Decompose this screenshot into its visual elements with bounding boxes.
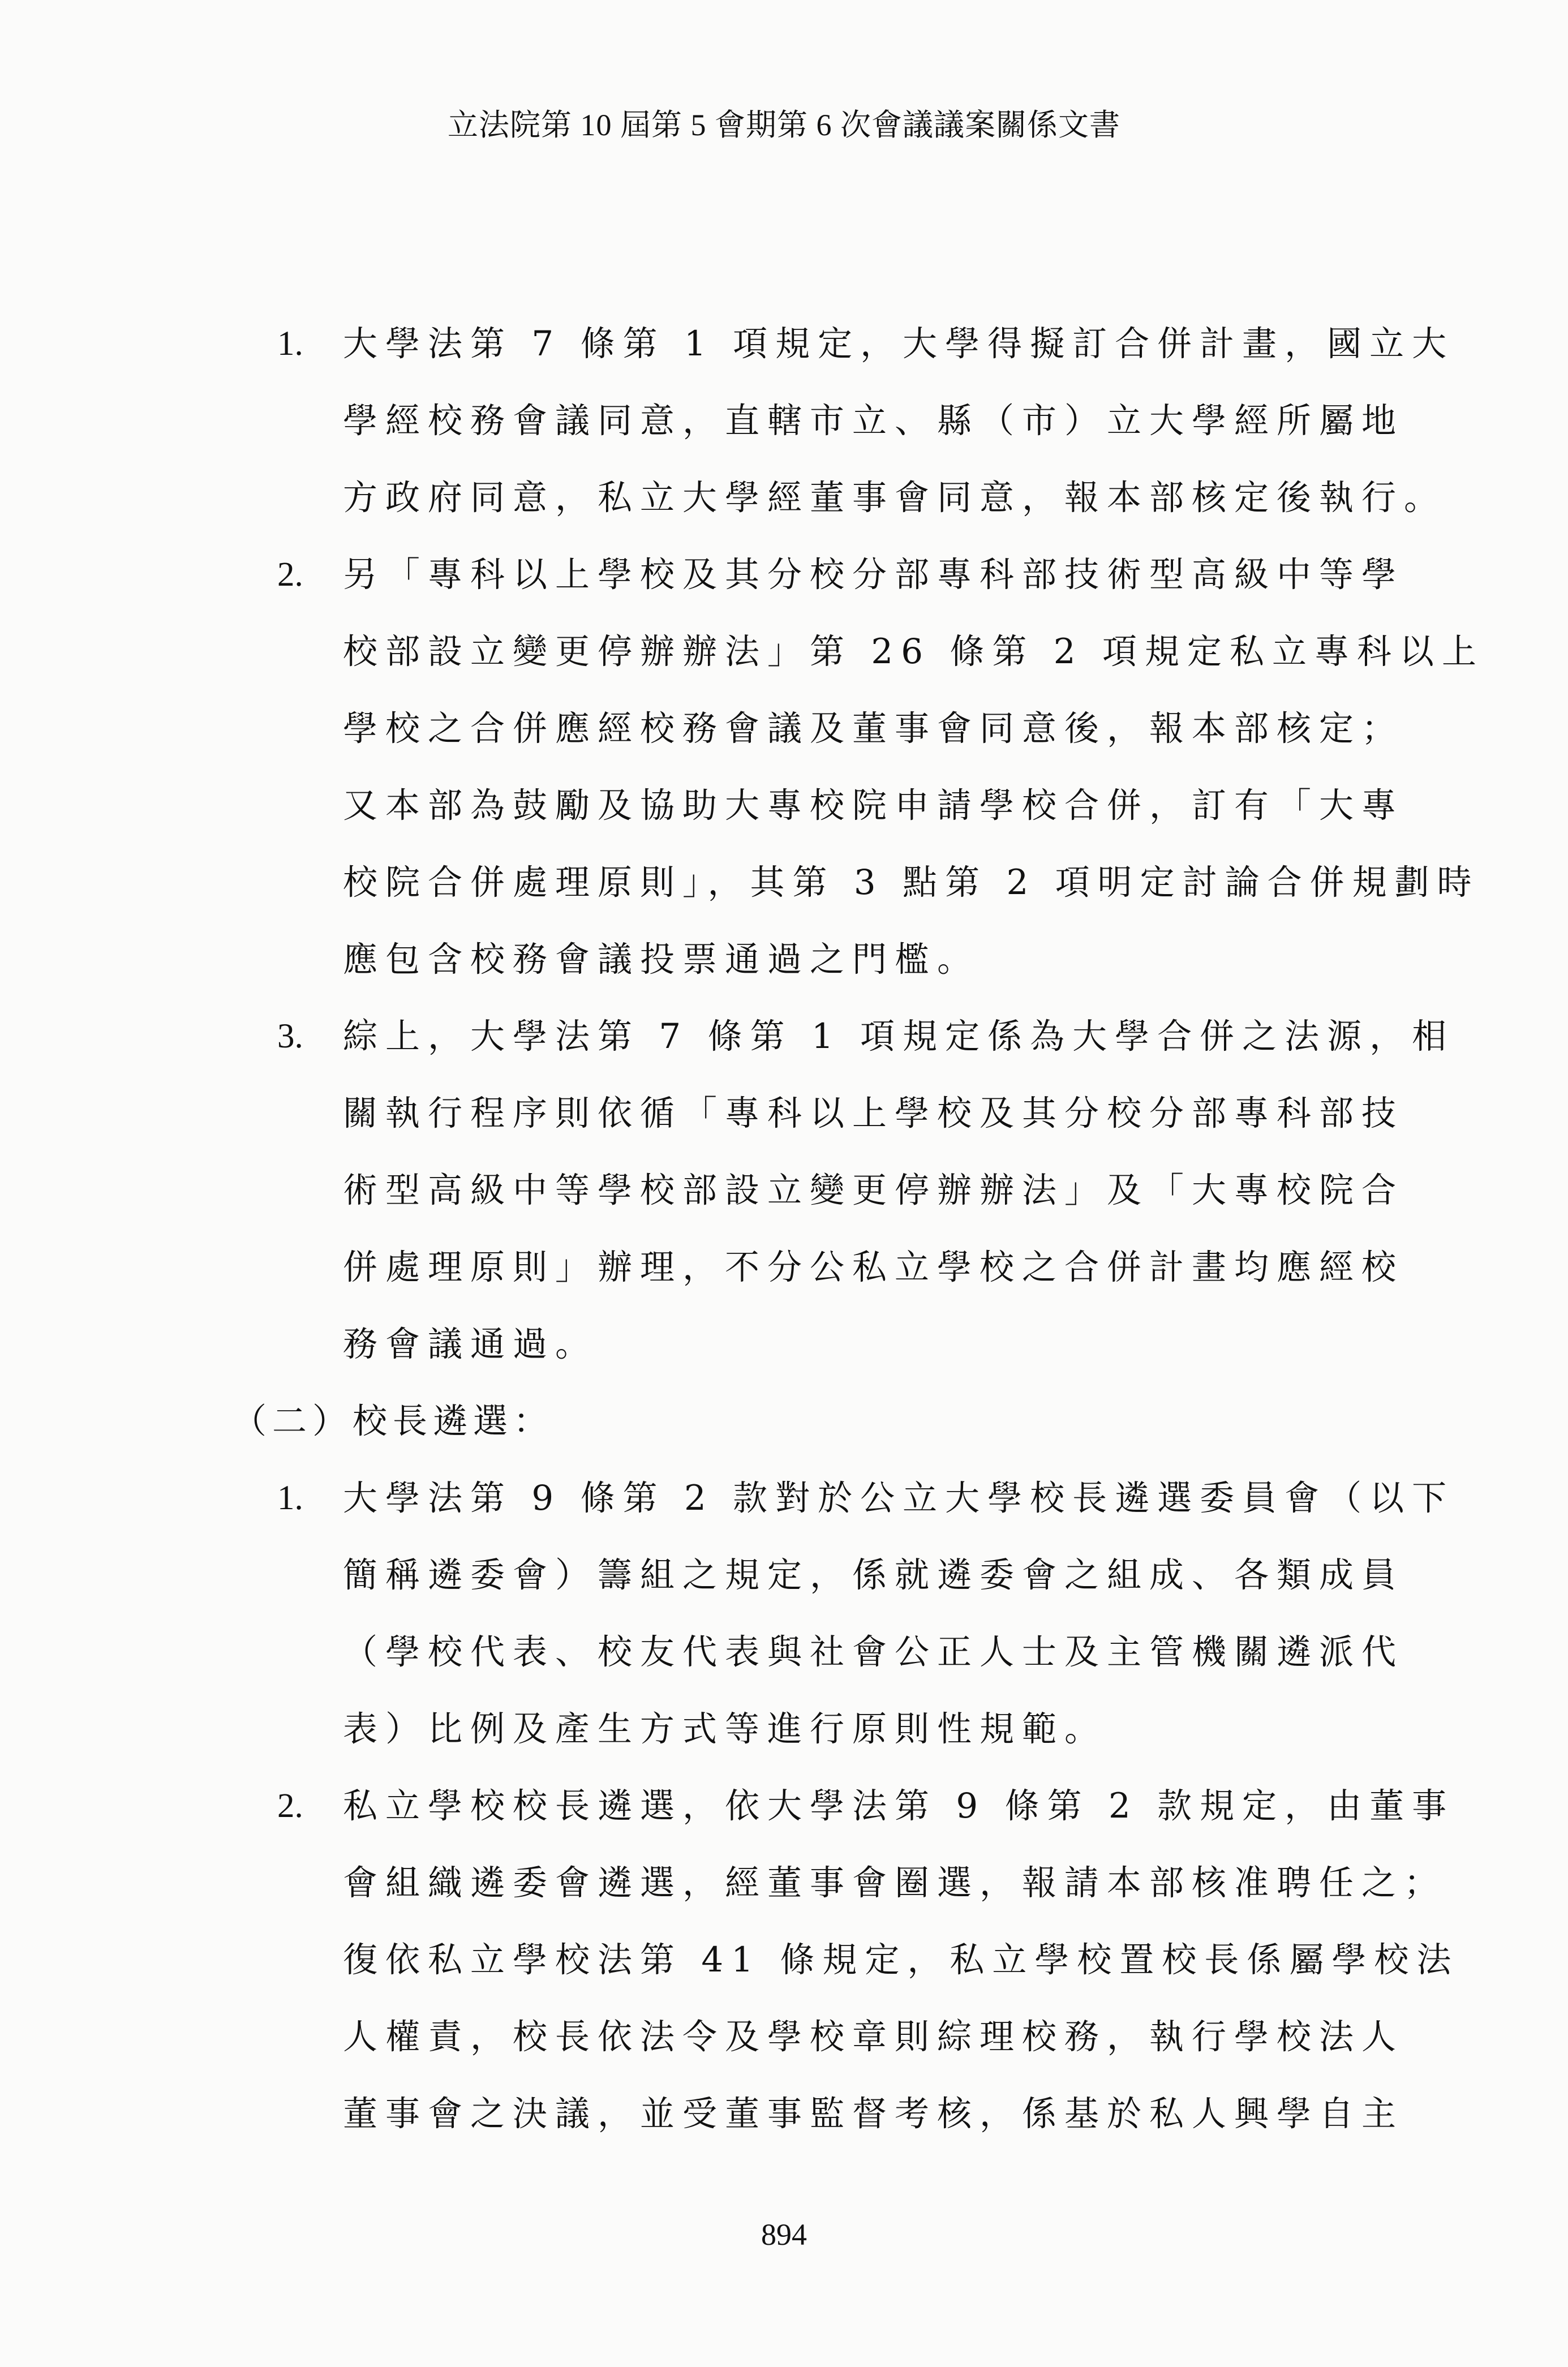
list-item-line: （學校代表、校友代表與社會公正人士及主管機關遴派代 [343,1632,1404,1672]
list-item-line: 學校之合併應經校務會議及董事會同意後，報本部核定； [343,708,1404,749]
page-header: 立法院第 10 屆第 5 會期第 6 次會議議案關係文書 [448,108,1120,142]
list-item-line: 綜上，大學法第 7 條第 1 項規定係為大學合併之法源，相 [343,1016,1455,1056]
merger-list [238,306,1484,1383]
list-item-line: 另「專科以上學校及其分校分部專科部技術型高級中等學 [343,555,1404,595]
list-item-line: 校部設立變更停辦辦法」第 26 條第 2 項規定私立專科以上 [343,632,1484,672]
list-item-number: 2. [277,556,303,594]
list-item-line: 私立學校校長遴選，依大學法第 9 條第 2 款規定，由董事 [343,1786,1455,1826]
list-item-line: 方政府同意，私立大學經董事會同意，報本部核定後執行。 [343,478,1447,518]
list-item-number: 3. [277,1017,303,1055]
list-item-line: 會組織遴委會遴選，經董事會圈選，報請本部核准聘任之； [343,1863,1447,1903]
list-item-line: 簡稱遴委會）籌組之規定，係就遴委會之組成、各類成員 [343,1555,1404,1595]
list-item-line: 人權責，校長依法令及學校章則綜理校務，執行學校法人 [343,2017,1404,2057]
list-item-line: 學經校務會議同意，直轄市立、縣（市）立大學經所屬地 [343,401,1404,441]
list-item [238,1460,1455,1768]
list-item-line: 務會議通過。 [343,1324,598,1364]
document-body [232,306,1484,2153]
page-number: 894 [761,2218,807,2252]
list-item-line: 校院合併處理原則」，其第 3 點第 2 項明定討論合併規劃時 [343,862,1480,903]
list-item-line: 又本部為鼓勵及協助大專校院申請學校合併，訂有「大專 [343,785,1404,826]
list-item-line: 大學法第 7 條第 1 項規定，大學得擬訂合併計畫，國立大 [343,324,1455,364]
list-item [238,998,1455,1383]
principal-selection-list [238,1460,1459,2153]
list-item-line: 併處理原則」辦理，不分公私立學校之合併計畫均應經校 [343,1247,1404,1287]
list-item-number: 1. [277,1479,303,1517]
list-item-line: 術型高級中等學校部設立變更停辦辦法」及「大專校院合 [343,1170,1404,1210]
list-item [238,1768,1459,2153]
list-item-line: 大學法第 9 條第 2 款對於公立大學校長遴選委員會（以下 [343,1478,1455,1518]
list-item-line: 表）比例及產生方式等進行原則性規範。 [343,1709,1107,1749]
section-heading-principal-selection: （二）校長遴選： [232,1401,554,1441]
list-item-line: 董事會之決議，並受董事監督考核，係基於私人興學自主 [343,2094,1404,2134]
list-item-number: 2. [277,1787,303,1825]
list-item-line: 復依私立學校法第 41 條規定，私立學校置校長係屬學校法 [343,1940,1459,1980]
list-item-line: 關執行程序則依循「專科以上學校及其分校分部專科部技 [343,1093,1404,1133]
list-item [238,306,1455,536]
list-item-line: 應包含校務會議投票通過之門檻。 [343,939,980,980]
list-item-number: 1. [277,325,303,363]
list-item [238,536,1484,998]
